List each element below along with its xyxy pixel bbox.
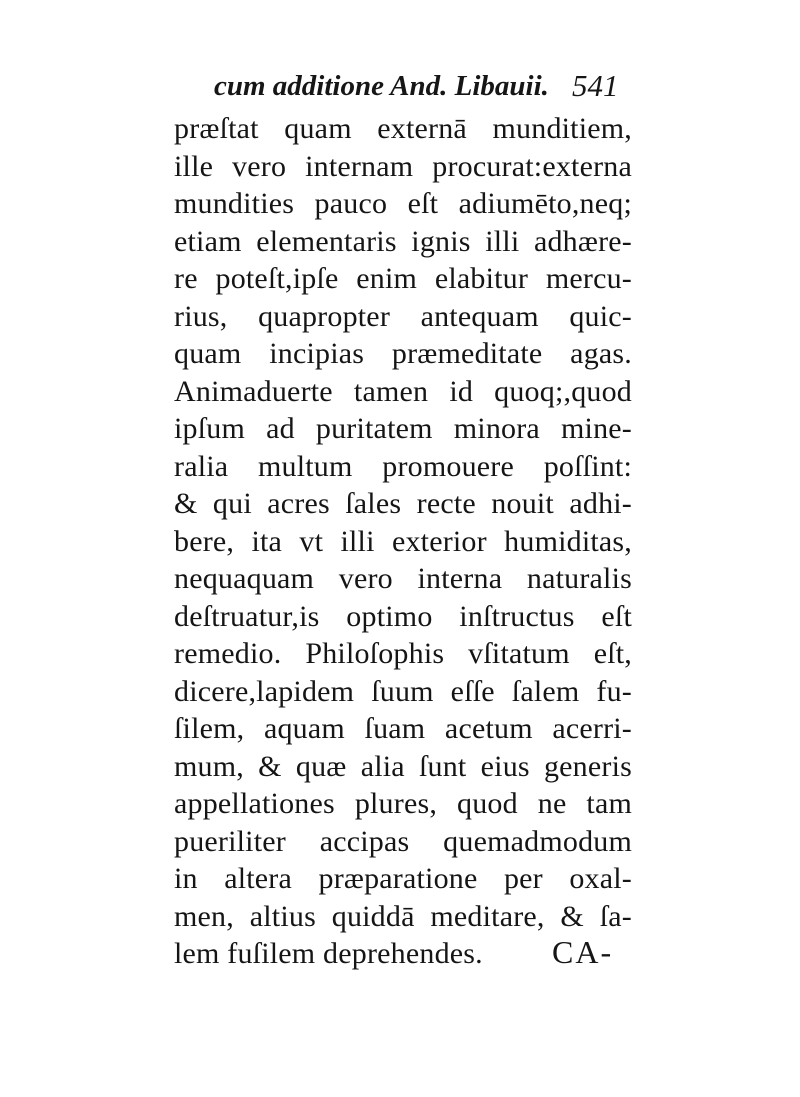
text-line: ralia multum promouere poſſint: bbox=[174, 449, 632, 483]
text-line: ipſum ad puritatem minora mine- bbox=[174, 412, 632, 445]
text-line: ſilem, aquam ſuam acetum acerri- bbox=[174, 712, 632, 745]
text-line: & qui acres ſales recte nouit adhi- bbox=[174, 487, 632, 520]
text-line: deſtruatur,is optimo inſtructus eſt bbox=[174, 599, 632, 633]
text-line: lem fuſilem deprehendes. bbox=[174, 937, 483, 970]
text-line: mundities pauco eſt adiumēto,neq; bbox=[174, 187, 632, 220]
text-line: remedio. Philoſophis vſitatum eſt, bbox=[174, 637, 632, 670]
text-line: in altera præparatione per oxal- bbox=[174, 862, 632, 895]
catchword: CA- bbox=[552, 934, 614, 970]
text-line: nequaquam vero interna naturalis bbox=[174, 562, 632, 595]
text-line: etiam elementaris ignis illi adhære- bbox=[174, 224, 632, 258]
text-line: men, altius quiddā meditare, & ſa- bbox=[174, 899, 632, 933]
text-line: Animaduerte tamen id quoq;,quod bbox=[174, 374, 632, 408]
text-line: dicere,lapidem ſuum eſſe ſalem fu- bbox=[174, 674, 632, 708]
running-title: cum additione And. Libauii. bbox=[214, 70, 549, 102]
text-line: appellationes plures, quod ne tam bbox=[174, 787, 632, 820]
text-line: rius, quapropter antequam quic- bbox=[174, 299, 632, 333]
text-line: re poteſt,ipſe enim elabitur mercu- bbox=[174, 262, 632, 295]
text-line: bere, ita vt illi exterior humiditas, bbox=[174, 524, 632, 558]
running-head bbox=[214, 66, 634, 106]
text-line: ille vero internam procurat:externa bbox=[174, 149, 632, 183]
text-line: quam incipias præmeditate agas. bbox=[174, 337, 632, 370]
text-line: mum, & quæ alia ſunt eius generis bbox=[174, 749, 632, 783]
text-line: præſtat quam externā munditiem, bbox=[174, 112, 632, 145]
body-text bbox=[174, 110, 632, 973]
page-number: 541 bbox=[572, 68, 619, 103]
text-line: pueriliter accipas quemadmodum bbox=[174, 824, 632, 858]
